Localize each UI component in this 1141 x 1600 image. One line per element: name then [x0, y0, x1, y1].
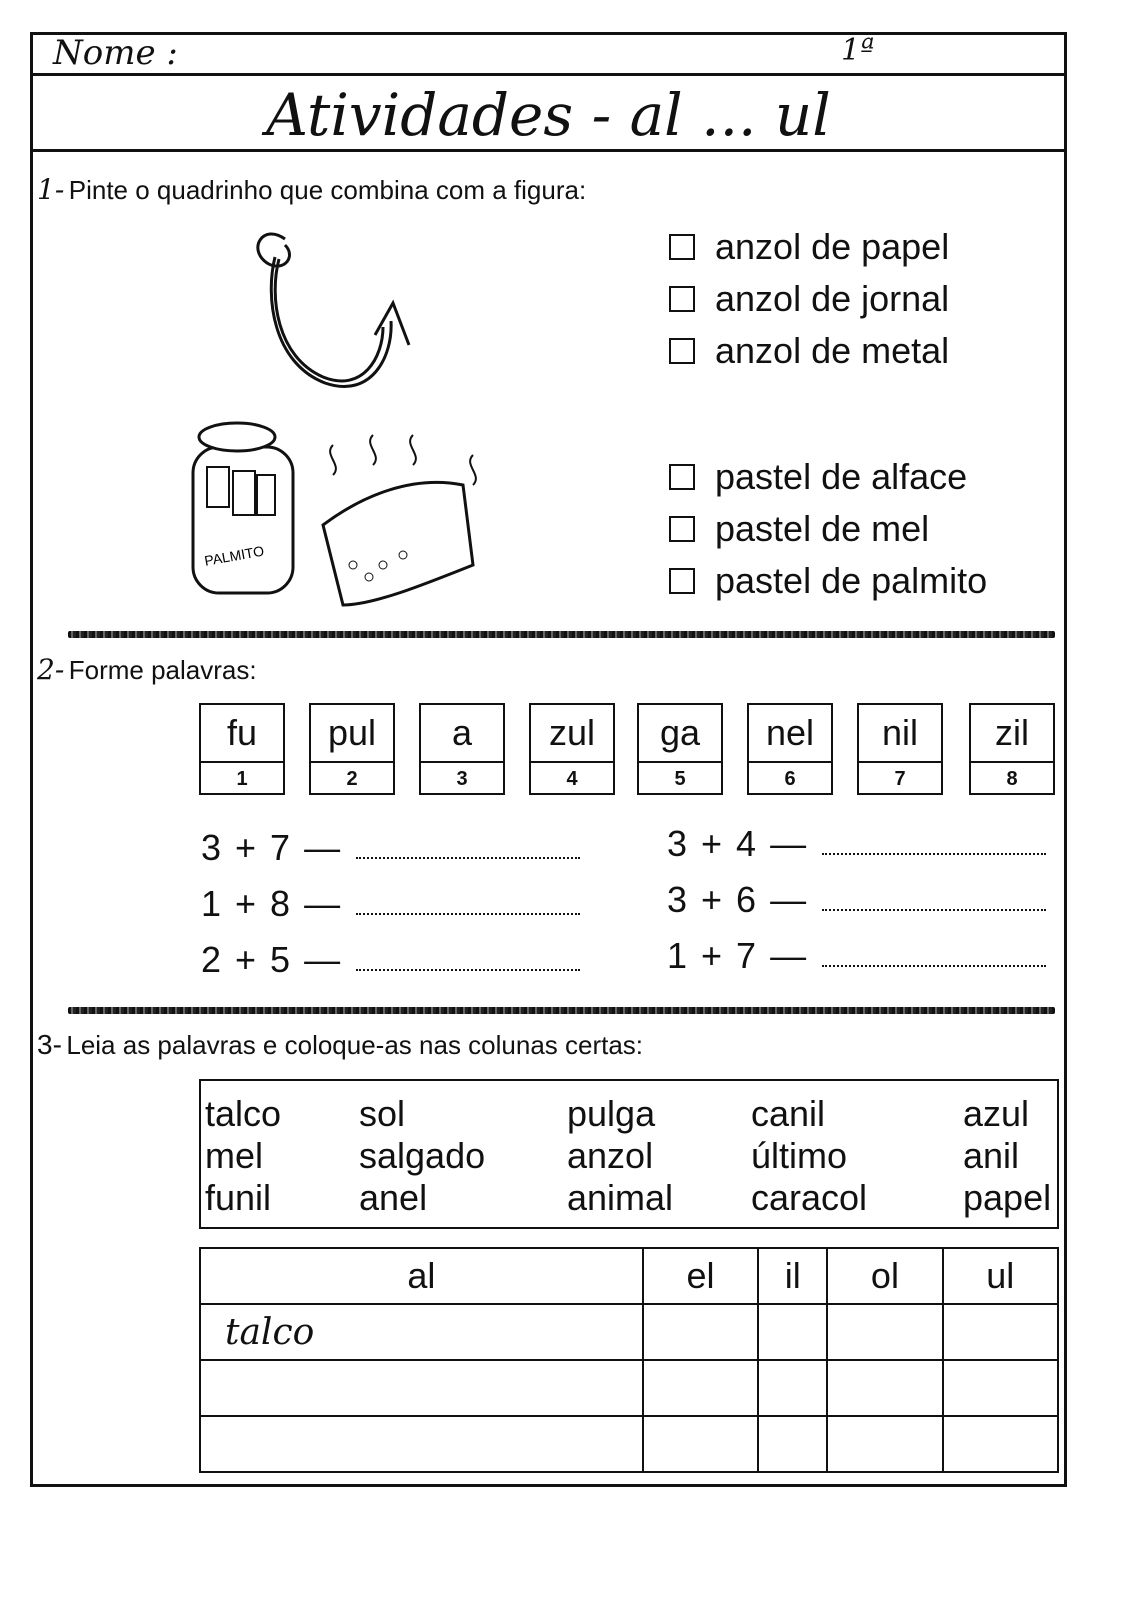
header-rule	[33, 73, 1064, 76]
word: anzol	[567, 1135, 654, 1176]
option-item[interactable]	[669, 273, 949, 325]
equation-line	[201, 939, 580, 981]
syllable-tile	[199, 703, 285, 795]
word: pulga	[567, 1093, 656, 1134]
question-1-number: 1-	[37, 173, 65, 206]
question-2-heading	[37, 653, 257, 686]
tile-number: 8	[1006, 768, 1018, 790]
title-rule	[33, 149, 1064, 152]
tile-syllable: nil	[859, 705, 941, 763]
word: mel	[205, 1135, 264, 1176]
word-column	[567, 1093, 673, 1219]
table-cell[interactable]	[943, 1304, 1058, 1360]
word: azul	[963, 1093, 1030, 1134]
option-label: pastel de alface	[715, 456, 968, 497]
checkbox[interactable]	[669, 464, 695, 490]
answer-blank[interactable]	[356, 897, 580, 915]
equation-line	[201, 883, 580, 925]
option-label: anzol de metal	[715, 330, 950, 371]
column-header: el	[643, 1248, 758, 1304]
table-cell[interactable]	[943, 1360, 1058, 1416]
table-cell[interactable]	[200, 1416, 643, 1472]
option-label: pastel de palmito	[715, 560, 988, 601]
table-cell[interactable]	[758, 1304, 827, 1360]
question-3-number: 3-	[37, 1029, 62, 1060]
option-label: pastel de mel	[715, 508, 930, 549]
grade-label: 1ª	[841, 33, 875, 68]
equation-line	[667, 823, 1046, 865]
table-cell[interactable]	[643, 1416, 758, 1472]
word: último	[751, 1135, 848, 1176]
answer-blank[interactable]	[822, 837, 1046, 855]
word: funil	[205, 1177, 272, 1218]
section-divider	[68, 631, 1055, 638]
equation-text: 1 + 7 —	[667, 935, 809, 976]
syllable-tile	[529, 703, 615, 795]
column-header: ul	[943, 1248, 1058, 1304]
question-1-instruction: Pinte o quadrinho que combina com a figura:	[68, 175, 587, 205]
checkbox[interactable]	[669, 568, 695, 594]
word: animal	[567, 1177, 674, 1218]
table-header-row	[200, 1248, 1058, 1304]
word: caracol	[751, 1177, 868, 1218]
page-title: Atividades - al ... ul	[266, 81, 831, 149]
table-cell[interactable]	[827, 1360, 942, 1416]
table-cell[interactable]	[643, 1304, 758, 1360]
table-row	[200, 1416, 1058, 1472]
tile-number: 4	[566, 768, 578, 790]
word-column	[205, 1093, 281, 1219]
table-cell[interactable]	[200, 1360, 643, 1416]
tile-syllable: fu	[201, 705, 283, 763]
column-header: al	[200, 1248, 643, 1304]
question-3-heading	[37, 1029, 643, 1061]
column-header: ol	[827, 1248, 942, 1304]
table-cell[interactable]	[643, 1360, 758, 1416]
question-3-instruction: Leia as palavras e coloque-as nas colunas certas:	[66, 1030, 644, 1060]
syllable-tile	[419, 703, 505, 795]
answer-blank[interactable]	[356, 953, 580, 971]
tile-syllable: a	[421, 705, 503, 763]
word: canil	[751, 1093, 826, 1134]
sorting-table	[199, 1247, 1059, 1473]
tile-number: 6	[784, 768, 796, 790]
column-header: il	[758, 1248, 827, 1304]
answer-blank[interactable]	[356, 841, 580, 859]
word: salgado	[359, 1135, 486, 1176]
table-row	[200, 1304, 1058, 1360]
equation-text: 2 + 5 —	[201, 939, 343, 980]
syllable-tile	[637, 703, 723, 795]
option-item[interactable]	[669, 555, 987, 607]
tile-syllable: nel	[749, 705, 831, 763]
equation-text: 3 + 6 —	[667, 879, 809, 920]
fishhook-icon	[233, 217, 413, 397]
option-label: anzol de papel	[715, 226, 950, 267]
answer-blank[interactable]	[822, 893, 1046, 911]
word-column	[963, 1093, 1051, 1219]
question-2-instruction: Forme palavras:	[68, 655, 257, 685]
equation-line	[667, 935, 1046, 977]
word: sol	[359, 1093, 406, 1134]
syllable-tile	[747, 703, 833, 795]
tile-syllable: zil	[971, 705, 1053, 763]
checkbox[interactable]	[669, 338, 695, 364]
table-cell[interactable]	[827, 1416, 942, 1472]
option-item[interactable]	[669, 451, 987, 503]
syllable-tile	[309, 703, 395, 795]
tile-number: 7	[894, 768, 906, 790]
name-label: Nome :	[53, 33, 178, 73]
equation-text: 3 + 4 —	[667, 823, 809, 864]
equation-line	[201, 827, 580, 869]
word-column	[751, 1093, 867, 1219]
option-item[interactable]	[669, 325, 949, 377]
equation-text: 1 + 8 —	[201, 883, 343, 924]
syllable-tile	[969, 703, 1055, 795]
options-group-1	[669, 221, 949, 377]
checkbox[interactable]	[669, 234, 695, 260]
tile-number: 5	[674, 768, 686, 790]
tile-syllable: ga	[639, 705, 721, 763]
word: anel	[359, 1177, 428, 1218]
table-cell[interactable]	[758, 1416, 827, 1472]
question-2-number: 2-	[37, 653, 65, 686]
tile-number: 2	[346, 768, 358, 790]
table-cell[interactable]	[827, 1304, 942, 1360]
example-answer: talco	[200, 1304, 643, 1360]
option-label: anzol de jornal	[715, 278, 950, 319]
table-row	[200, 1360, 1058, 1416]
tile-syllable: pul	[311, 705, 393, 763]
table-cell[interactable]	[758, 1360, 827, 1416]
jar-and-pastel-icon	[173, 415, 493, 615]
answer-blank[interactable]	[822, 949, 1046, 967]
syllable-tile	[857, 703, 943, 795]
word-column	[359, 1093, 485, 1219]
word-bank	[199, 1079, 1059, 1229]
tile-number: 3	[456, 768, 468, 790]
equation-text: 3 + 7 —	[201, 827, 343, 868]
question-1-heading	[37, 173, 586, 206]
option-item[interactable]	[669, 221, 949, 273]
equation-line	[667, 879, 1046, 921]
option-item[interactable]	[669, 503, 987, 555]
table-cell[interactable]	[943, 1416, 1058, 1472]
worksheet	[30, 32, 1067, 1487]
section-divider	[68, 1007, 1055, 1014]
word: talco	[205, 1093, 282, 1134]
tile-syllable: zul	[531, 705, 613, 763]
options-group-2	[669, 451, 987, 607]
word: papel	[963, 1177, 1052, 1218]
tile-number: 1	[236, 768, 248, 790]
word: anil	[963, 1135, 1020, 1176]
checkbox[interactable]	[669, 286, 695, 312]
checkbox[interactable]	[669, 516, 695, 542]
jar-label: PALMITO	[203, 542, 266, 569]
